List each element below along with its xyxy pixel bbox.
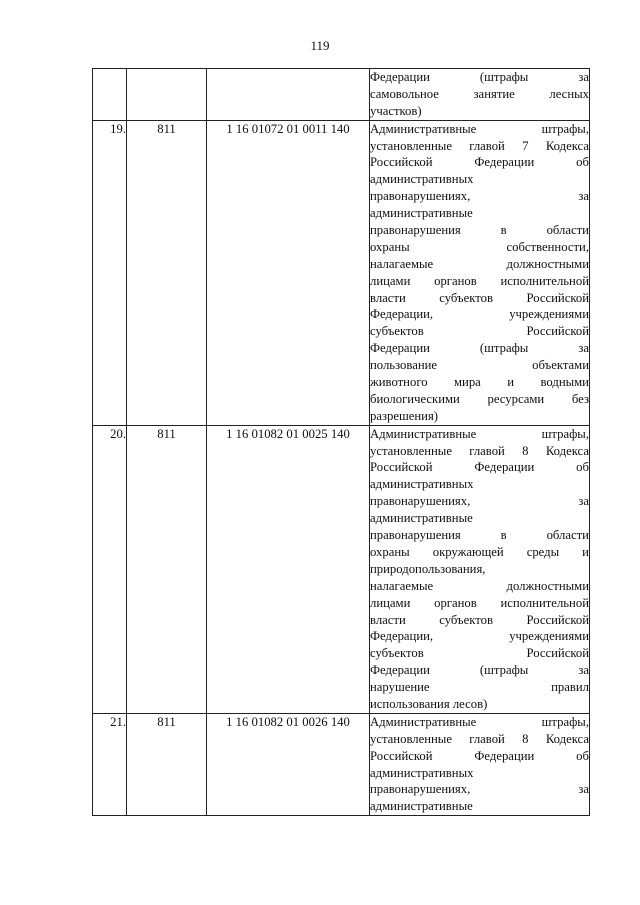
description-word: административные	[370, 511, 473, 526]
description-word: Российской	[370, 460, 433, 475]
description-word: нарушение	[370, 680, 430, 695]
description-line	[370, 188, 589, 205]
description-word: органов	[434, 273, 477, 288]
description-word: субъектов	[370, 324, 424, 339]
description-word: установленные	[370, 731, 452, 746]
description-word: занятие	[473, 86, 515, 101]
description-line	[370, 645, 589, 662]
description-word: штрафы,	[541, 121, 589, 136]
description-line	[370, 781, 589, 798]
description-word: за	[578, 494, 589, 509]
description-line	[370, 273, 589, 290]
description-word: и	[582, 544, 589, 559]
description-word: об	[576, 460, 589, 475]
description-word: в	[500, 223, 507, 238]
description-word: Кодекса	[545, 138, 589, 153]
description-word: водными	[540, 375, 589, 390]
description-line	[370, 476, 589, 493]
description-word: административные	[370, 799, 473, 814]
description-line	[370, 222, 589, 239]
description-word: пользование	[370, 358, 438, 373]
description-word: Административные	[370, 426, 477, 441]
description-word: 8	[522, 443, 529, 458]
description-line	[370, 86, 589, 103]
description-word: должностными	[506, 578, 589, 593]
description-word: правонарушениях,	[370, 494, 471, 509]
description-word: Российской	[526, 290, 589, 305]
description-word: правонарушениях,	[370, 782, 471, 797]
description-word: установленные	[370, 138, 452, 153]
row-number-cell: 21.	[93, 713, 127, 815]
description-word: ресурсами	[487, 391, 545, 406]
description-word: Российской	[526, 612, 589, 627]
description-word: Федерации	[370, 663, 430, 678]
description-word: субъектов	[370, 646, 424, 661]
description-word: исполнительной	[500, 273, 589, 288]
description-line	[370, 138, 589, 155]
description-line	[370, 561, 589, 578]
description-word: за	[578, 663, 589, 678]
description-line	[370, 408, 589, 425]
description-word: лесных	[549, 86, 589, 101]
description-line	[370, 154, 589, 171]
description-word: главой	[469, 443, 505, 458]
description-word: главой	[469, 138, 505, 153]
description-word: Федерации	[474, 748, 535, 763]
description-line	[370, 459, 589, 476]
description-word: лицами	[370, 273, 411, 288]
description-word: штрафы,	[541, 714, 589, 729]
description-line	[370, 171, 589, 188]
description-word: самовольное	[370, 86, 439, 101]
description-word: в	[500, 528, 507, 543]
description-word: административных	[370, 765, 474, 780]
budget-classification-code-cell: 1 16 01072 01 0011 140	[207, 120, 370, 425]
description-line	[370, 323, 589, 340]
description-line	[370, 290, 589, 307]
administrator-code-cell: 811	[127, 425, 207, 713]
administrator-code-cell: 811	[127, 713, 207, 815]
description-cell	[370, 69, 590, 121]
description-cell	[370, 120, 590, 425]
description-word: без	[571, 391, 589, 406]
description-word: за	[578, 341, 589, 356]
description-word: собственности,	[506, 239, 589, 254]
description-word: Кодекса	[545, 731, 589, 746]
description-word: за	[578, 70, 589, 84]
description-line	[370, 595, 589, 612]
description-word: Российской	[370, 748, 433, 763]
row-number-cell: 20.	[93, 425, 127, 713]
description-word: налагаемые	[370, 578, 434, 593]
description-line	[370, 544, 589, 561]
description-word: правонарушениях,	[370, 189, 471, 204]
description-line	[370, 493, 589, 510]
description-word: учреждениями	[509, 307, 589, 322]
description-word: 7	[522, 138, 529, 153]
description-word: установленные	[370, 443, 452, 458]
description-line	[370, 357, 589, 374]
table-row	[93, 69, 590, 121]
description-word: власти	[370, 290, 406, 305]
page-number: 119	[310, 38, 330, 53]
description-word: административные	[370, 206, 473, 221]
row-number-cell	[93, 69, 127, 121]
description-line	[370, 731, 589, 748]
description-word: (штрафы	[479, 341, 529, 356]
description-word: Кодекса	[545, 443, 589, 458]
description-line	[370, 714, 589, 731]
description-word: охраны	[370, 544, 410, 559]
budget-classification-code-cell	[207, 69, 370, 121]
administrator-code-cell: 811	[127, 120, 207, 425]
description-word: (штрафы	[479, 70, 529, 84]
description-word: (штрафы	[479, 663, 529, 678]
description-word: и	[507, 375, 515, 390]
description-line	[370, 578, 589, 595]
description-line	[370, 443, 589, 460]
description-word: лицами	[370, 595, 411, 610]
description-word: об	[576, 748, 589, 763]
description-line	[370, 612, 589, 629]
description-line	[370, 239, 589, 256]
description-line	[370, 391, 589, 408]
description-cell	[370, 425, 590, 713]
description-word: Российской	[526, 324, 589, 339]
table-body	[93, 69, 590, 816]
description-word: Административные	[370, 121, 477, 136]
description-word: среды	[526, 544, 560, 559]
description-word: природопользования,	[370, 561, 486, 576]
description-word: субъектов	[439, 612, 493, 627]
description-line	[370, 679, 589, 696]
description-word: биологическими	[370, 391, 460, 406]
description-word: власти	[370, 612, 406, 627]
description-word: об	[576, 155, 589, 170]
description-line	[370, 510, 589, 527]
description-word: животного	[370, 375, 428, 390]
description-word: Федерации	[474, 460, 535, 475]
description-word: мира	[454, 375, 481, 390]
description-word: правонарушения	[370, 528, 461, 543]
description-line	[370, 798, 589, 815]
description-word: Федерации,	[370, 629, 434, 644]
description-line	[370, 696, 589, 713]
description-word: участков)	[370, 103, 422, 118]
administrator-code-cell	[127, 69, 207, 121]
description-cell	[370, 713, 590, 815]
description-line	[370, 426, 589, 443]
budget-classification-code-cell: 1 16 01082 01 0025 140	[207, 425, 370, 713]
description-word: правил	[551, 680, 589, 695]
description-word: правонарушения	[370, 223, 461, 238]
description-word: области	[546, 528, 589, 543]
description-word: административных	[370, 172, 474, 187]
description-word: окружающей	[432, 544, 504, 559]
description-word: за	[578, 782, 589, 797]
budget-classification-code-cell: 1 16 01082 01 0026 140	[207, 713, 370, 815]
description-line	[370, 69, 589, 86]
description-word: исполнительной	[500, 595, 589, 610]
description-word: 8	[522, 731, 529, 746]
description-line	[370, 628, 589, 645]
description-word: Федерации	[370, 70, 430, 84]
description-word: органов	[434, 595, 477, 610]
description-word: за	[578, 189, 589, 204]
description-word: Федерации	[474, 155, 535, 170]
description-word: учреждениями	[509, 629, 589, 644]
description-line	[370, 662, 589, 679]
description-word: охраны	[370, 239, 410, 254]
description-word: объектами	[532, 358, 589, 373]
description-word: области	[546, 223, 589, 238]
description-word: административных	[370, 477, 474, 492]
description-line	[370, 374, 589, 391]
description-line	[370, 340, 589, 357]
description-word: разрешения)	[370, 408, 439, 423]
description-word: использования лесов)	[370, 696, 488, 711]
description-word: Российской	[370, 155, 433, 170]
table-row	[93, 713, 590, 815]
description-word: Российской	[526, 646, 589, 661]
description-line	[370, 306, 589, 323]
description-word: штрафы,	[541, 426, 589, 441]
description-word: главой	[469, 731, 505, 746]
description-word: должностными	[506, 256, 589, 271]
table-row	[93, 120, 590, 425]
description-line	[370, 121, 589, 138]
description-line	[370, 765, 589, 782]
description-word: Федерации	[370, 341, 430, 356]
description-line	[370, 256, 589, 273]
description-line	[370, 205, 589, 222]
description-word: Федерации,	[370, 307, 434, 322]
description-word: субъектов	[439, 290, 493, 305]
description-word: налагаемые	[370, 256, 434, 271]
description-line	[370, 103, 589, 120]
fines-table	[92, 68, 590, 816]
table-row	[93, 425, 590, 713]
description-line	[370, 527, 589, 544]
description-line	[370, 748, 589, 765]
description-word: Административные	[370, 714, 477, 729]
row-number-cell: 19.	[93, 120, 127, 425]
